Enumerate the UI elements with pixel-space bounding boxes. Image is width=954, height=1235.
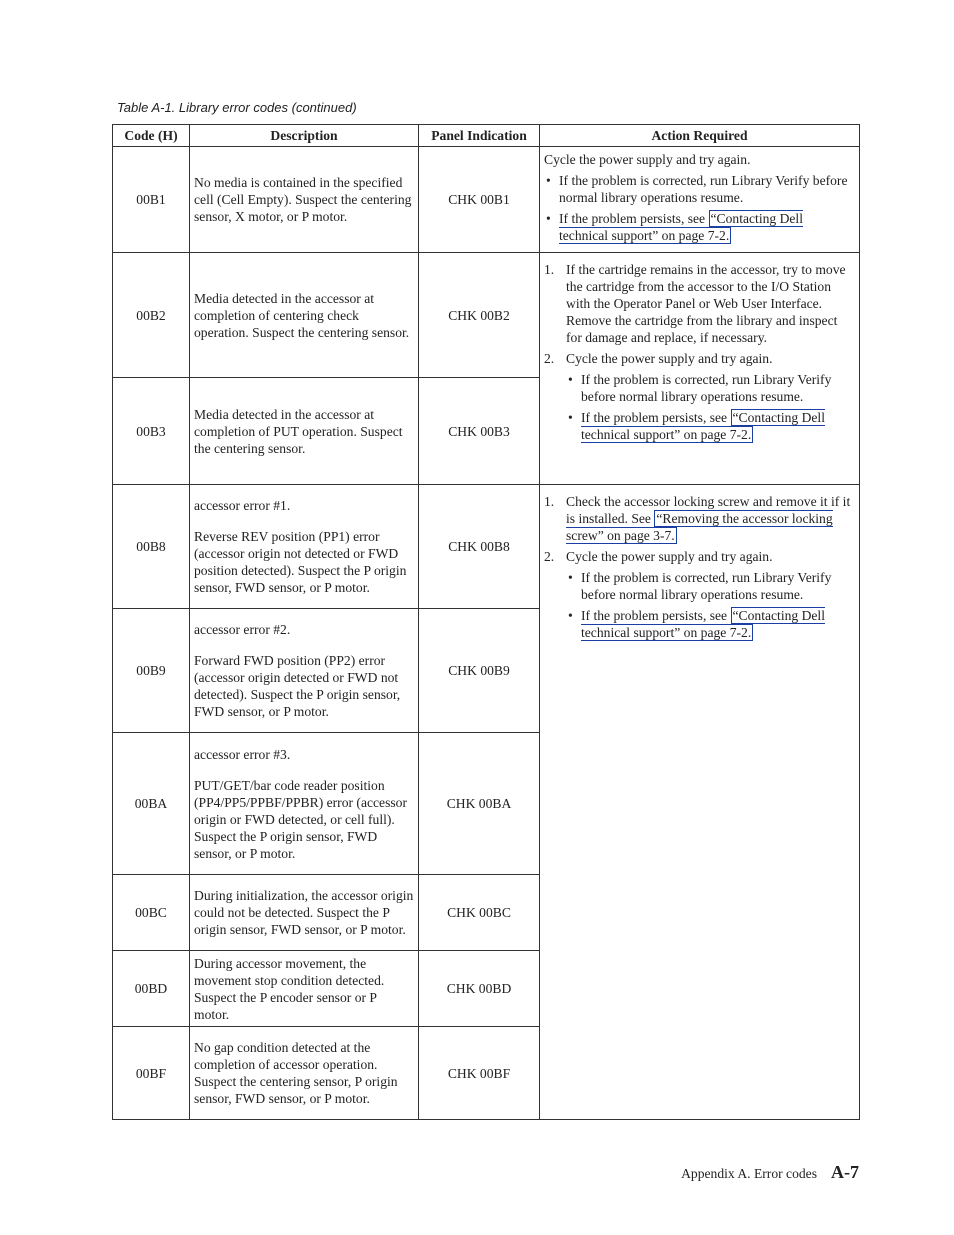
contacting-support-link[interactable]: “Contacting Dell technical support” on page 7-2.	[581, 608, 825, 640]
header-code: Code (H)	[113, 125, 190, 147]
description-cell: During accessor movement, the movement stop condition detected. Suspect the P encoder sensor or P motor.	[190, 951, 419, 1027]
code-cell: 00BA	[113, 733, 190, 875]
code-cell: 00B2	[113, 253, 190, 378]
page-number: A-7	[831, 1162, 859, 1182]
header-panel-indication: Panel Indication	[419, 125, 540, 147]
code-cell: 00BF	[113, 1027, 190, 1120]
table-header-row	[113, 125, 860, 147]
description-cell: accessor error #3. PUT/GET/bar code reader position (PP4/PP5/PPBF/PPBR) error (accessor origin or FWD detected, or cell full). Suspect the P origin sensor, FWD sensor, or P motor.	[190, 733, 419, 875]
description-cell: During initialization, the accessor origin could not be detected. Suspect the P origin sensor, FWD sensor, or P motor.	[190, 875, 419, 951]
description-cell: No gap condition detected at the completion of accessor operation. Suspect the centering sensor, P origin sensor, FWD sensor, or P motor.	[190, 1027, 419, 1120]
action-intro: Cycle the power supply and try again.	[544, 152, 751, 167]
code-cell: 00B3	[113, 378, 190, 485]
action-cell	[540, 253, 860, 485]
action-step: 2. Cycle the power supply and try again. • If the problem is corrected, run Library Verify before normal library operations resume. • If the problem persists, see “Contacting Dell technical support” on page 7-2.	[544, 548, 855, 641]
panel-indication-cell: CHK 00B2	[419, 253, 540, 378]
header-action-required: Action Required	[540, 125, 860, 147]
description-cell: Media detected in the accessor at completion of centering check operation. Suspect the centering sensor.	[190, 253, 419, 378]
panel-indication-cell: CHK 00BD	[419, 951, 540, 1027]
panel-indication-cell: CHK 00B1	[419, 147, 540, 253]
description-cell: accessor error #2. Forward FWD position (PP2) error (accessor origin detected or FWD not detected). Suspect the P origin sensor, FWD sensor, or P motor.	[190, 609, 419, 733]
description-cell: Media detected in the accessor at completion of PUT operation. Suspect the centering sensor.	[190, 378, 419, 485]
action-bullet: • If the problem is corrected, run Library Verify before normal library operations resume.	[566, 371, 855, 405]
footer-section-label: Appendix A. Error codes	[681, 1166, 817, 1181]
action-bullet: • If the problem persists, see “Contacting Dell technical support” on page 7-2.	[566, 409, 855, 443]
page-footer	[681, 1162, 859, 1183]
code-cell: 00BC	[113, 875, 190, 951]
code-cell: 00B9	[113, 609, 190, 733]
action-cell	[540, 485, 860, 1120]
panel-indication-cell: CHK 00BF	[419, 1027, 540, 1120]
contacting-support-link[interactable]: “Contacting Dell technical support” on page 7-2.	[559, 211, 803, 243]
description-cell: accessor error #1. Reverse REV position (PP1) error (accessor origin not detected or FWD position detected). Suspect the P origin sensor, FWD sensor, or P motor.	[190, 485, 419, 609]
action-bullet: • If the problem is corrected, run Library Verify before normal library operations resume.	[566, 569, 855, 603]
panel-indication-cell: CHK 00BA	[419, 733, 540, 875]
panel-indication-cell: CHK 00BC	[419, 875, 540, 951]
action-step: 1. If the cartridge remains in the accessor, try to move the cartridge from the accessor to the I/O Station with the Operator Panel or Web User Interface. Remove the cartridge from the library and inspect for damage and replace, if necessary.	[544, 262, 846, 345]
action-step: 1. Check the accessor locking screw and remove it if it is installed. See “Removing the accessor locking screw” on page 3-7.	[544, 494, 851, 543]
table-row	[113, 485, 860, 609]
removing-locking-screw-link[interactable]: “Removing the accessor locking screw” on page 3-7.	[566, 511, 833, 543]
code-cell: 00B8	[113, 485, 190, 609]
action-bullet: • If the problem persists, see “Contacting Dell technical support” on page 7-2.	[566, 607, 855, 641]
code-cell: 00B1	[113, 147, 190, 253]
action-cell	[540, 147, 860, 253]
table-row	[113, 253, 860, 378]
description-cell: No media is contained in the specified cell (Cell Empty). Suspect the centering sensor, X motor, or P motor.	[190, 147, 419, 253]
table-caption: Table A-1. Library error codes (continued)	[117, 100, 357, 115]
table-row	[113, 147, 860, 253]
panel-indication-cell: CHK 00B3	[419, 378, 540, 485]
contacting-support-link[interactable]: “Contacting Dell technical support” on page 7-2.	[581, 410, 825, 442]
code-cell: 00BD	[113, 951, 190, 1027]
panel-indication-cell: CHK 00B9	[419, 609, 540, 733]
action-bullet: • If the problem is corrected, run Library Verify before normal library operations resume.	[544, 172, 855, 206]
panel-indication-cell: CHK 00B8	[419, 485, 540, 609]
action-step: 2. Cycle the power supply and try again. • If the problem is corrected, run Library Verify before normal library operations resume. • If the problem persists, see “Contacting Dell technical support” on page 7-2.	[544, 350, 855, 443]
header-description: Description	[190, 125, 419, 147]
action-bullet: • If the problem persists, see “Contacting Dell technical support” on page 7-2.	[544, 210, 855, 244]
error-codes-table	[112, 124, 860, 1120]
